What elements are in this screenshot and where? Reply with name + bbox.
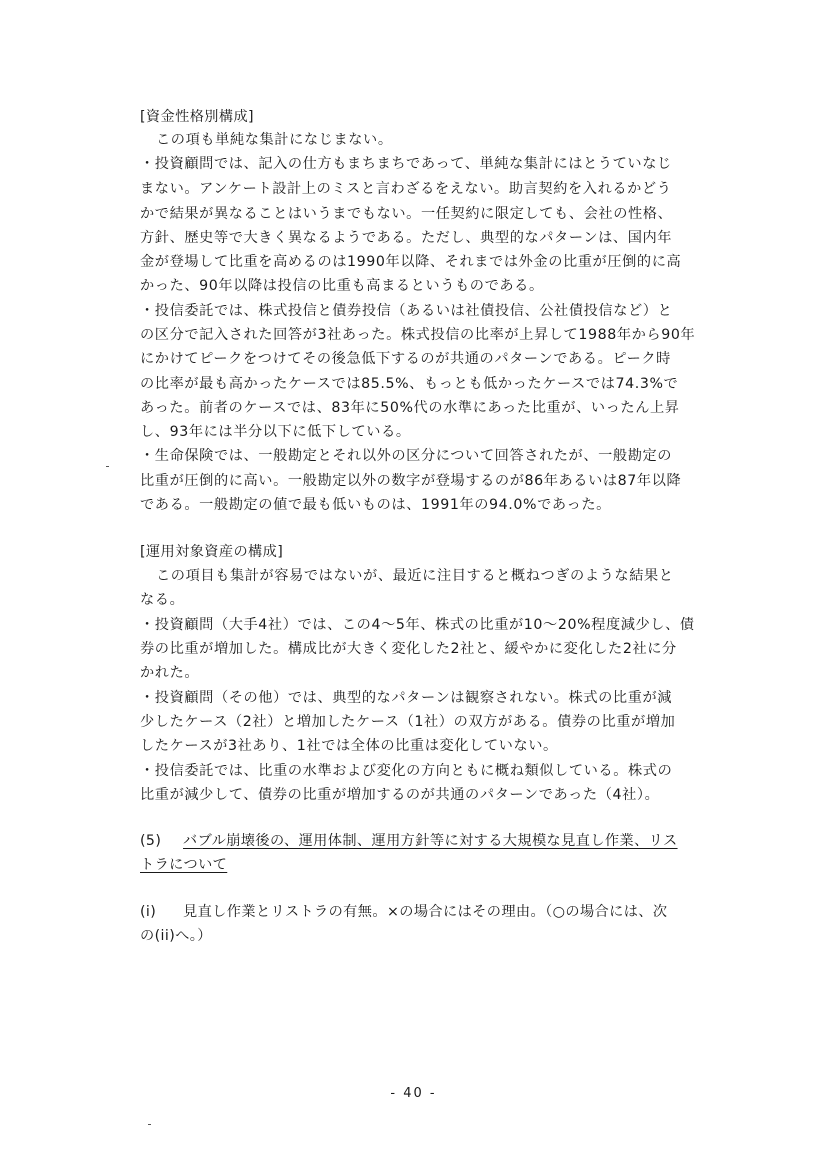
paragraph-line: にかけてピークをつけてその後急低下するのが共通のパターンである。ピーク時 [140, 351, 671, 367]
paragraph-line: したケースが3社あり、1社では全体の比重は変化していない。 [140, 738, 558, 754]
scan-mark [106, 466, 109, 467]
section-title-line-2: トラについて [140, 857, 228, 873]
paragraph-line: かれた。 [140, 665, 200, 681]
paragraph-line: である。一般勘定の値で最も低いものは、1991年の94.0%であった。 [140, 497, 611, 513]
paragraph-line: ・生命保険では、一般勘定とそれ以外の区分について回答されたが、一般勘定の [140, 448, 673, 464]
paragraph-line: 券の比重が増加した。構成比が大きく変化した2社と、緩やかに変化した2社に分 [140, 641, 677, 657]
paragraph-line: この項も単純な集計になじまない。 [156, 132, 393, 148]
paragraph-line: 比重が圧倒的に高い。一般勘定以外の数字が登場するのが86年あるいは87年以降 [140, 473, 682, 489]
section-number: (5) [140, 833, 162, 849]
question-label: (i) [140, 904, 157, 920]
paragraph-line: 少したケース（2社）と増加したケース（1社）の双方がある。債券の比重が増加 [140, 714, 676, 730]
paragraph-line: ・投資顧問では、記入の仕方もまちまちであって、単純な集計にはとうていなじ [140, 156, 672, 172]
paragraph-line: かで結果が異なることはいうまでもない。一任契約に限定しても、会社の性格、 [140, 206, 673, 222]
section-title-line-1: バブル崩壊後の、運用体制、運用方針等に対する大規模な見直し作業、リス [183, 833, 678, 849]
question-line-1: 見直し作業とリストラの有無。×の場合にはその理由。（○の場合には、次 [183, 904, 668, 920]
paragraph-line: この項目も集計が容易ではないが、最近に注目すると概ねつぎのような結果と [156, 568, 674, 584]
paragraph-line: の区分で記入された回答が3社あった。株式投信の比率が上昇して1988年から90年 [140, 327, 696, 343]
section-heading-capital-composition: [資金性格別構成] [140, 109, 254, 125]
paragraph-line: し、93年には半分以下に低下している。 [140, 424, 411, 440]
section-heading-asset-composition: [運用対象資産の構成] [140, 544, 284, 560]
paragraph-line: ・投信委託では、比重の水準および変化の方向ともに概ね類似している。株式の [140, 763, 673, 779]
scan-mark [148, 1124, 151, 1125]
question-line-2: の(ii)へ。） [140, 928, 212, 944]
paragraph-line: 比重が減少して、債券の比重が増加するのが共通のパターンであった（4社）。 [140, 787, 660, 803]
paragraph-line: かった、90年以降は投信の比重も高まるというものである。 [140, 278, 544, 294]
page-number: - 40 - [390, 1086, 437, 1101]
paragraph-line: 方針、歴史等で大きく異なるようである。ただし、典型的なパターンは、国内年 [140, 230, 673, 246]
paragraph-line: ・投資顧問（その他）では、典型的なパターンは観察されない。株式の比重が減 [140, 690, 673, 706]
paragraph-line: ・投信委託では、株式投信と債券投信（あるいは社債投信、公社債投信など）と [140, 303, 673, 319]
paragraph-line: の比率が最も高かったケースでは85.5%、もっとも低かったケースでは74.3%で [140, 376, 679, 392]
paragraph-line: なる。 [140, 592, 185, 608]
paragraph-line: 金が登場して比重を高めるのは1990年以降、それまでは外金の比重が圧倒的に高 [140, 254, 682, 270]
paragraph-line: まない。アンケート設計上のミスと言わざるをえない。助言契約を入れるかどう [140, 181, 672, 197]
paragraph-line: あった。前者のケースでは、83年に50%代の水準にあった比重が、いったん上昇 [140, 400, 680, 416]
paragraph-line: ・投資顧問（大手4社）では、この4〜5年、株式の比重が10〜20%程度減少し、債 [140, 617, 695, 633]
